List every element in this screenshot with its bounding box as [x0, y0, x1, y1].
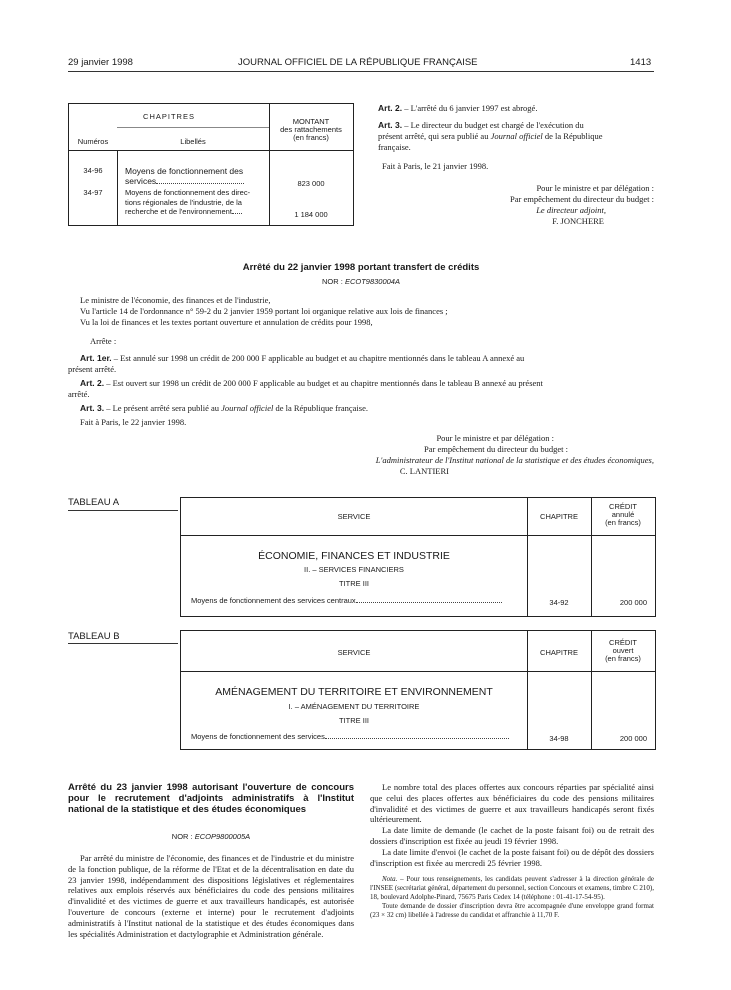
tableau-b-section: I. – AMÉNAGEMENT DU TERRITOIRE	[288, 702, 420, 711]
tableau-b-line: Moyens de fonctionnement des services	[191, 732, 525, 741]
arrete2-title: Arrêté du 23 janvier 1998 autorisant l'ouverture de concours pour le recrutement d'adjoints administratifs à l'Institut national de la statistique et des études économiques	[68, 782, 354, 815]
right-top-articles: Art. 2. – L'arrêté du 6 janvier 1997 est abrogé. Art. 3. – Le directeur du budget est chargé de l'exécution du présent arrêté, qui sera publié au Journal officiel de la République française. Fait à Paris, le 21 janvier 1998.	[378, 103, 603, 171]
tableau-b	[180, 630, 656, 750]
arrete2-body: Par arrêté du ministre de l'économie, des finances et de l'industrie et du ministre de la fonction publique, de la réforme de l'Etat et de la décentralisation en date du 23 janvier 1998, indépendamment des dispositions législatives et réglementaires relatives aux emplois réservés aux bénéficiaires du code des pensions militaires d'invalidité et des victimes de guerre et aux travailleurs handicapés, est autorisée l'ouverture de concours (externe et interne) pour le recrutement d'adjoints administratifs à l'Institut national de la statistique et des études économiques dans les spécialités Administration et dactylographie et Administration générale.	[68, 853, 354, 939]
tableau-b-ministry: AMÉNAGEMENT DU TERRITOIRE ET ENVIRONNEMENT	[215, 686, 493, 698]
row-montant-1: 823 000	[297, 179, 325, 188]
row-libelle-1: Moyens de fonctionnement des services	[125, 166, 244, 186]
tableau-a-chapitre-header: CHAPITRE	[540, 512, 578, 521]
header-journal-title: JOURNAL OFFICIEL DE LA RÉPUBLIQUE FRANÇAISE	[238, 57, 478, 68]
tableau-b-service-header: SERVICE	[337, 648, 371, 657]
tableau-a-credit: 200 000	[619, 598, 647, 607]
tableau-a-ministry: ÉCONOMIE, FINANCES ET INDUSTRIE	[258, 550, 450, 562]
arrete2-right-column: Le nombre total des places offertes aux concours réparties par spécialité ainsi que celui des places offertes aux bénéficiaires du code des pensions militaires d'invalidité et des victimes de guerre et aux travailleurs handicapés seront fixés ultérieurement. La date limite de demande (le cachet de la poste faisant foi) ou de retrait des dossiers d'inscription est fixée au jeudi 19 février 1998. La date limite d'envoi (le cachet de la poste faisant foi) ou de dépôt des dossiers d'inscription est fixée au mercredi 25 février 1998. Nota. – Pour tous renseignements, les candidats peuvent s'adresser à la direction générale de l'INSEE (secrétariat général, département du personnel, section Concours et examens, timbre C 210), 18, boulevard Adolphe-Pinard, 75675 Paris Cedex 14 (téléphone : 01-41-17-54-95). Toute demande de dossier d'inscription devra être accompagnée d'une enveloppe grand format (23 × 32 cm) libellée à l'adresse du candidat et affranchie à 11,70 F.	[370, 782, 654, 920]
row-libelle-2: Moyens de fonctionnement des direc- tions régionales de l'industrie, de la recherche et de l'environnement	[125, 188, 251, 216]
row-montant-2: 1 184 000	[294, 210, 328, 219]
tableau-b-label: TABLEAU B	[68, 631, 120, 642]
chapitres-header: CHAPITRES	[143, 112, 195, 121]
libelles-header: Libellés	[180, 137, 206, 146]
tableau-a-credit-header: CRÉDIT annulé (en francs)	[605, 502, 641, 527]
tableau-a-section: II. – SERVICES FINANCIERS	[304, 565, 404, 574]
tableau-b-chapitre-header: CHAPITRE	[540, 648, 578, 657]
tableau-a-titre: TITRE III	[339, 579, 369, 588]
tableau-a-service-header: SERVICE	[337, 512, 371, 521]
header-date: 29 janvier 1998	[68, 57, 133, 68]
montant-header: MONTANT des rattachements (en francs)	[280, 117, 342, 142]
tableau-a-chapitre: 34-92	[549, 598, 569, 607]
arrete1-body: Le ministre de l'économie, des finances et de l'industrie, Vu l'article 14 de l'ordonnance n° 59-2 du 2 janvier 1959 portant loi organique relative aux lois de finances ; Vu la loi de finances et les textes portant ouverture et annulation de crédits pour 1998, Arrête : Art. 1er. – Est annulé sur 1998 un crédit de 200 000 F applicable au budget et au chapitre mentionnés dans le tableau A annexé au présent arrêté. Art. 2. – Est ouvert sur 1998 un crédit de 200 000 F applicable au budget et au chapitre mentionnés dans le tableau B annexé au présent arrêté. Art. 3. – Le présent arrêté sera publié au Journal officiel de la République française. Fait à Paris, le 22 janvier 1998.	[68, 295, 543, 427]
tableau-b-credit: 200 000	[619, 734, 647, 743]
tableau-b-rule	[68, 643, 178, 644]
arrete1-signature: Pour le ministre et par délégation : Par empêchement du directeur du budget : L'administrateur de l'Institut national de la statistique et des études économiques, C. LANTIERI	[375, 433, 654, 476]
tableau-b-chapitre: 34-98	[549, 734, 569, 743]
tableau-a-label: TABLEAU A	[68, 497, 120, 508]
header-rule	[68, 71, 654, 72]
chapitres-table	[68, 103, 354, 226]
tableau-b-credit-header: CRÉDIT ouvert (en francs)	[605, 638, 641, 663]
tableau-a-rule	[68, 510, 178, 511]
arrete1-nor: NOR : ECOT9830004A	[322, 277, 400, 286]
header-page-number: 1413	[630, 57, 652, 68]
numeros-header: Numéros	[77, 137, 109, 146]
arrete2-nor: NOR : ECOP9800005A	[171, 832, 251, 841]
tableau-a-line: Moyens de fonctionnement des services centraux	[191, 596, 525, 605]
row-num-1: 34-96	[83, 166, 103, 175]
tableau-b-titre: TITRE III	[339, 716, 369, 725]
row-num-2: 34-97	[83, 188, 103, 197]
arrete1-title: Arrêté du 22 janvier 1998 portant transfert de crédits	[242, 262, 480, 273]
right-top-signature: Pour le ministre et par délégation : Par empêchement du directeur du budget : Le directeur adjoint, F. JONCHERE	[510, 183, 654, 226]
tableau-a	[180, 497, 656, 617]
